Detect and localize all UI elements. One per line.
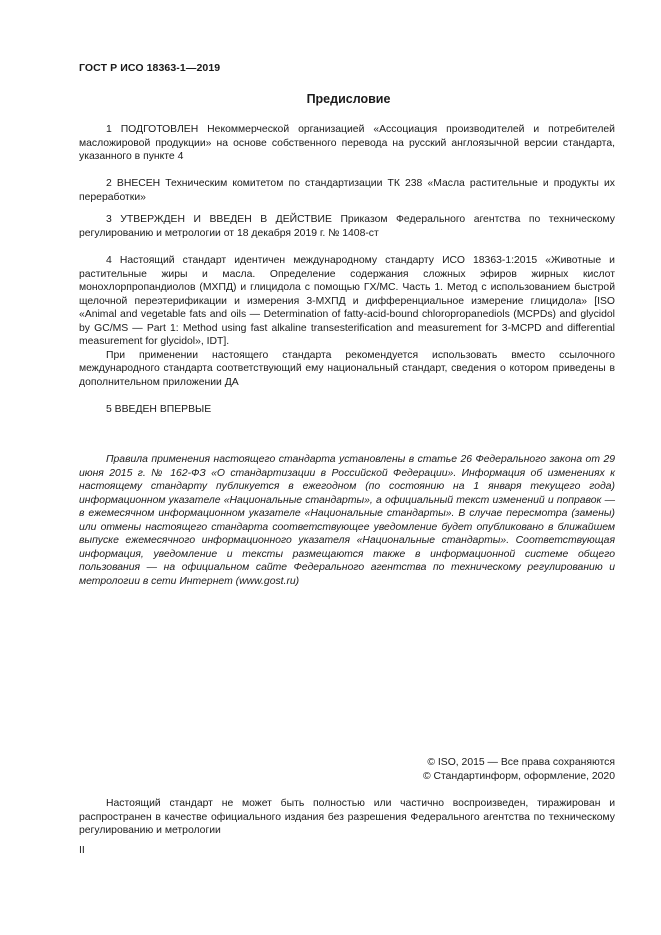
foreword-item-2-text: 2 ВНЕСЕН Техническим комитетом по стандартизации ТК 238 «Масла растительные и продукты их переработки» — [79, 178, 615, 203]
foreword-item-4-note: При применении настоящего стандарта рекомендуется использовать вместо ссылочного международного стандарта соответствующий ему национальный стандарт, сведения о котором приведены в дополнительном приложении ДА — [79, 349, 615, 388]
foreword-item-1-text: 1 ПОДГОТОВЛЕН Некоммерческой организацией «Ассоциация производителей и потребителей масложировой продукции» на основе собственного перевода на русский англоязычной версии стандарта, указанного в пункте 4 — [79, 124, 615, 162]
copyright-iso: © ISO, 2015 — Все права сохраняются — [427, 757, 615, 768]
page-title: Предисловие — [306, 92, 391, 106]
foreword-item-4 — [79, 254, 615, 389]
copyright-block — [423, 756, 615, 784]
standard-id-header: ГОСТ Р ИСО 18363-1—2019 — [79, 62, 221, 74]
foreword-item-4-text: 4 Настоящий стандарт идентичен международному стандарту ИСО 18363-1:2015 «Животные и растительные жиры и масла. Определение содержания сложных эфиров жирных кислот монохлорпропандиолов (МХПД) и глицидола с помощью ГХ/МС. Часть 1. Метод с использованием быстрой щелочной переэтерификации и измерения 3-МХПД и дифференциальное измерение глицидола» [ISO «Animal and vegetable fats and oils — Determination of fatty-acid-bound chloropropanediols (MCPDs) and glycidol by GC/MS — Part 1: Method using fast alkaline transesterification and measurement for 3-MCPD and differential measurement for glycidol», IDT]. — [79, 255, 615, 347]
foreword-item-2 — [79, 177, 615, 204]
page-number: II — [79, 845, 85, 856]
foreword-item-3-text: 3 УТВЕРЖДЕН И ВВЕДЕН В ДЕЙСТВИЕ Приказом Федерального агентства по техническому регулированию и метрологии от 18 декабря 2019 г. № 1408-ст — [79, 214, 615, 239]
rules-notice-text: Правила применения настоящего стандарта установлены в статье 26 Федерального закона от 29 июня 2015 г. № 162-ФЗ «О стандартизации в Российской Федерации». Информация об изменениях к настоящему стандарту публикуется в ежегодном (по состоянию на 1 января текущего года) информационном указателе «Национальные стандарты», а официальный текст изменений и поправок — в ежемесячном информационном указателе «Национальные стандарты». В случае пересмотра (замены) или отмены настоящего стандарта соответствующее уведомление будет опубликовано в ближайшем выпуске ежемесячного информационного указателя «Национальные стандарты». Соответствующая информация, уведомление и тексты размещаются также в информационной системе общего пользования — на официальном сайте Федерального агентства по техническому регулированию и метрологии в сети Интернет (www.gost.ru) — [79, 454, 615, 587]
foreword-item-1 — [79, 123, 615, 164]
foreword-item-5-text: 5 ВВЕДЕН ВПЕРВЫЕ — [106, 404, 212, 415]
copyright-standartinform: © Стандартинформ, оформление, 2020 — [422, 771, 615, 782]
reproduction-notice-text: Настоящий стандарт не может быть полностью или частично воспроизведен, тиражирован и распространен в качестве официального издания без разрешения Федерального агентства по техническому регулированию и метрологии — [79, 798, 615, 836]
rules-notice — [79, 453, 615, 588]
foreword-item-3 — [79, 213, 615, 240]
foreword-item-5 — [79, 403, 615, 417]
reproduction-notice — [79, 797, 615, 838]
